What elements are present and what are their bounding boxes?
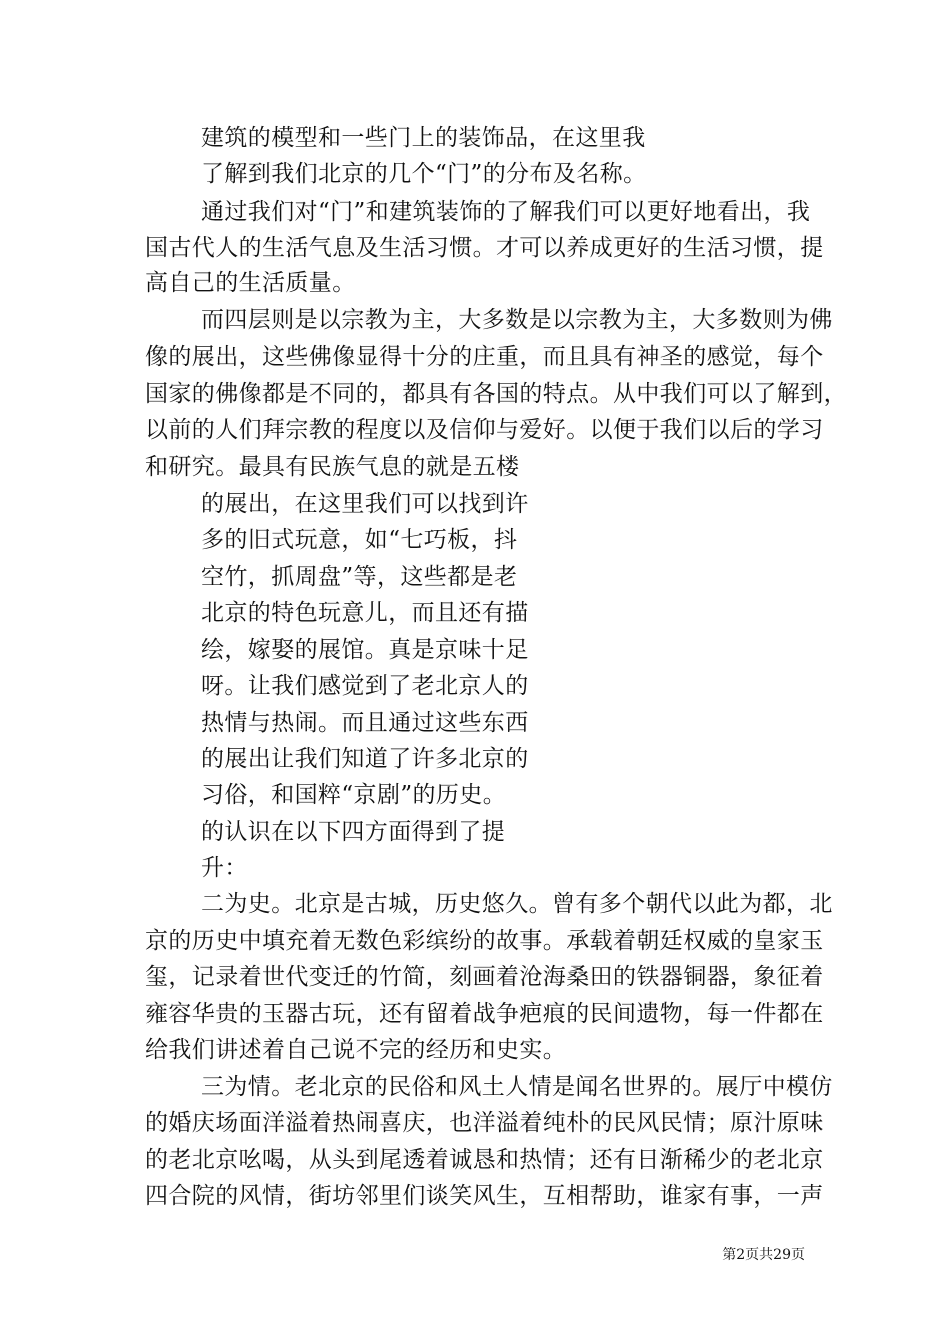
text-line: 像的展出，这些佛像显得十分的庄重，而且具有神圣的感觉，每个: [145, 344, 824, 370]
text-line: 的老北京吆喝，从头到尾透着诚恳和热情；还有日渐稀少的老北京: [145, 1147, 824, 1173]
text-line: 的展出让我们知道了许多北京的: [201, 746, 529, 772]
paragraph-first-line: 二为史。北京是古城，历史悠久。曾有多个朝代以此为都，北: [201, 891, 833, 917]
text-line: 高自己的生活质量。: [145, 270, 356, 296]
text-line: 雍容华贵的玉器古玩，还有留着战争疤痕的民间遗物，每一件都在: [145, 1001, 824, 1027]
text-line: 热情与热闹。而且通过这些东西: [201, 710, 529, 736]
text-line: 绘，嫁娶的展馆。真是京味十足: [201, 637, 529, 663]
text-line: 习俗，和国粹“京剧”的历史。: [201, 782, 507, 808]
text-line: 呀。让我们感觉到了老北京人的: [201, 673, 529, 699]
text-line: 以前的人们拜宗教的程度以及信仰与爱好。以便于我们以后的学习: [145, 417, 824, 443]
text-line: 和研究。最具有民族气息的就是五楼: [145, 454, 520, 480]
text-line: 四合院的风情，街坊邻里们谈笑风生，互相帮助，谁家有事，一声: [145, 1183, 824, 1209]
text-line: 的认识在以下四方面得到了提: [201, 819, 506, 845]
paragraph-first-line: 通过我们对“门”和建筑装饰的了解我们可以更好地看出，我: [201, 199, 811, 225]
page-number-footer: 第2页共29页: [722, 1247, 805, 1263]
text-line: 北京的特色玩意儿，而且还有描: [201, 600, 529, 626]
text-line: 了解到我们北京的几个“门”的分布及名称。: [201, 161, 647, 187]
paragraph-first-line: 而四层则是以宗教为主，大多数是以宗教为主，大多数则为佛: [201, 307, 833, 333]
text-line: 玺，记录着世代变迁的竹简，刻画着沧海桑田的铁器铜器，象征着: [145, 964, 824, 990]
text-line: 京的历史中填充着无数色彩缤纷的故事。承载着朝廷权威的皇家玉: [145, 928, 824, 954]
paragraph-first-line: 三为情。老北京的民俗和风土人情是闻名世界的。展厅中模仿: [201, 1074, 833, 1100]
text-line: 国家的佛像都是不同的，都具有各国的特点。从中我们可以了解到，: [145, 381, 847, 407]
text-line: 的展出，在这里我们可以找到许: [201, 491, 529, 517]
text-line: 升：: [201, 855, 248, 881]
text-line: 建筑的模型和一些门上的装饰品，在这里我: [201, 125, 646, 151]
text-line: 多的旧式玩意，如“七巧板，抖: [201, 527, 518, 553]
text-line: 国古代人的生活气息及生活习惯。才可以养成更好的生活习惯，提: [145, 235, 824, 261]
text-line: 的婚庆场面洋溢着热闹喜庆，也洋溢着纯朴的民风民情；原汁原味: [145, 1110, 824, 1136]
text-line: 空竹，抓周盘”等，这些都是老: [201, 564, 518, 590]
text-line: 给我们讲述着自己说不完的经历和史实。: [145, 1037, 567, 1063]
